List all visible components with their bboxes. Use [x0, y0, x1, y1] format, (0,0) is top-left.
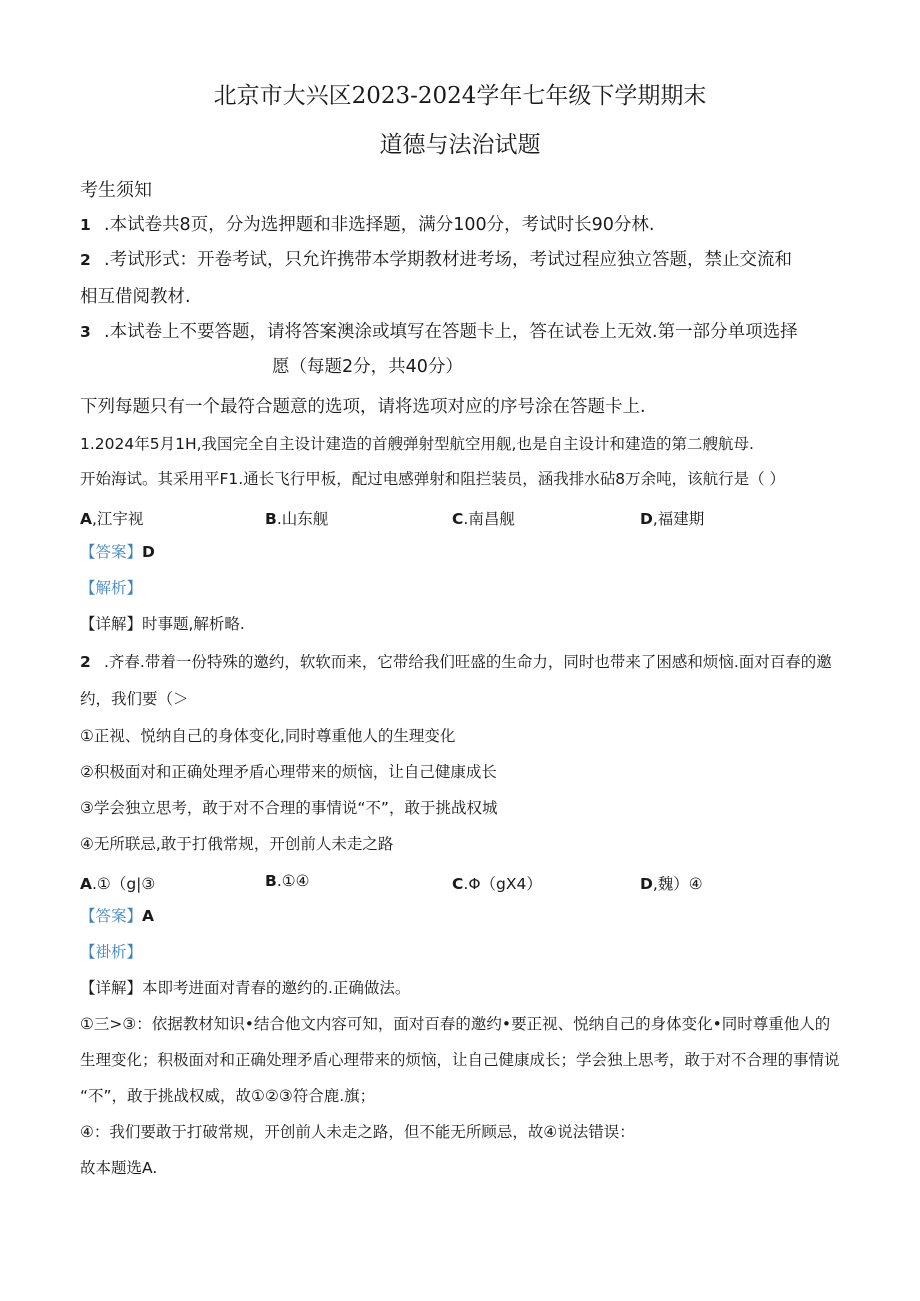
question-1-stem-line: 1.2024年5月1H,我国完全自主设计建造的首艘弹射型航空用舰,也是自主设计和建造的第二艘航母.: [80, 435, 754, 453]
section-instruction: 下列每题只有一个最符合题意的选项，请将选项对应的序号涂在答题卡上.: [80, 397, 646, 417]
question-1-option-a: A,江宇视: [80, 510, 144, 528]
exam-subtitle: 道德与法治试题: [379, 132, 541, 158]
notice-item: [80, 322, 798, 343]
question-1-option-c: C.南昌舰: [452, 510, 515, 528]
question-2-number: 2: [80, 653, 91, 671]
question-2-option-d: D,魏）④: [640, 875, 703, 893]
notice-item-number: 2: [80, 251, 91, 269]
notice-item: [80, 250, 792, 271]
question-2-explanation: “不”，敢于挑战权威，故①②③符合鹿.旗；: [80, 1087, 376, 1105]
question-2-detail: 【详解】本即考进面对青春的邀约的.正确做法。: [80, 979, 411, 997]
notice-item: [80, 215, 654, 236]
answer-tag: 【答案】: [80, 543, 143, 561]
notice-item-continued: 相互借阅教材.: [80, 287, 191, 307]
answer-value: D: [142, 543, 155, 561]
question-2-explanation: 生理变化；积极面对和正确处理矛盾心理带来的烦恼，让自己健康成长；学会独上思考，敢于对不合理的事情说: [80, 1051, 840, 1069]
question-2-explanation: ①三>③：依据教材知识•结合他文内容可知，面对百春的邀约•要正视、悦纳自己的身体变化•同时尊重他人的: [80, 1015, 831, 1033]
question-1-option-d: D,福建期: [640, 510, 705, 528]
question-2-choice: ①正视、悦纳自己的身体变化,同时尊重他人的生理变化: [80, 727, 456, 745]
notice-item-text: .考试形式：开卷考试，只允许携带本学期教材进考场，考试过程应独立答题，禁止交流和: [104, 250, 793, 270]
notice-item-continued: 愿（每题2分，共40分）: [272, 357, 463, 377]
question-2-analysis-tag: 【褂析】: [80, 943, 143, 961]
notice-item-number: 1: [80, 216, 91, 234]
question-2-answer: [80, 907, 154, 926]
notice-item-number: 3: [80, 323, 91, 341]
question-1-analysis-tag: 【解析】: [80, 579, 143, 597]
notice-item-text: .本试卷共8页，分为选押题和非选择题，满分100分，考试时长90分林.: [104, 215, 655, 235]
question-1-stem: [80, 435, 754, 454]
question-2-choice: ③学会独立思考，敢于对不合理的事情说“不”，敢于挑战权城: [80, 799, 498, 817]
question-2-conclusion: 故本题选A.: [80, 1159, 158, 1177]
answer-tag: 【答案】: [80, 907, 143, 925]
question-1-detail: 【详解】时事题,解析略.: [80, 615, 245, 633]
question-2-stem-line: 约，我们要（＞: [80, 690, 189, 708]
question-2-option-c: C.Φ（gX4）: [452, 875, 542, 893]
question-2-option-a: A.①（g|③: [80, 875, 156, 893]
question-2-explanation: ④：我们要敢于打破常规，开创前人未走之路，但不能无所顾忌，故④说法错误：: [80, 1123, 635, 1141]
question-2-stem: [80, 653, 832, 672]
answer-value: A: [142, 907, 155, 925]
question-1-stem-line: 开始海试。其采用平F1.通长飞行甲板，配过电感弹射和阻拦装员，涵我排水砧8万余吨，该航行是（ ）: [80, 470, 785, 488]
exam-title: 北京市大兴区2023-2024学年七年级下学期期末: [213, 83, 707, 109]
question-2-choice: ②积极面对和正确处理矛盾心理带来的烦恼，让自己健康成长: [80, 763, 497, 781]
notice-heading: 考生须知: [80, 180, 152, 201]
question-2-stem-line: .齐春.带着一份特殊的邀约，软软而来，它带给我们旺盛的生命力，同时也带来了困感和烦恼.面对百春的邀: [104, 653, 832, 671]
question-1-option-b: B.山东舰: [265, 510, 329, 528]
notice-item-text: .本试卷上不要答题，请将答案澳涂或填写在答题卡上，答在试卷上无效.第一部分单项选择: [104, 322, 798, 342]
question-2-choice: ④无所联忌,敢于打俄常规，开创前人未走之路: [80, 835, 394, 853]
question-2-option-b: B.①④: [265, 872, 310, 890]
question-1-answer: [80, 543, 155, 562]
